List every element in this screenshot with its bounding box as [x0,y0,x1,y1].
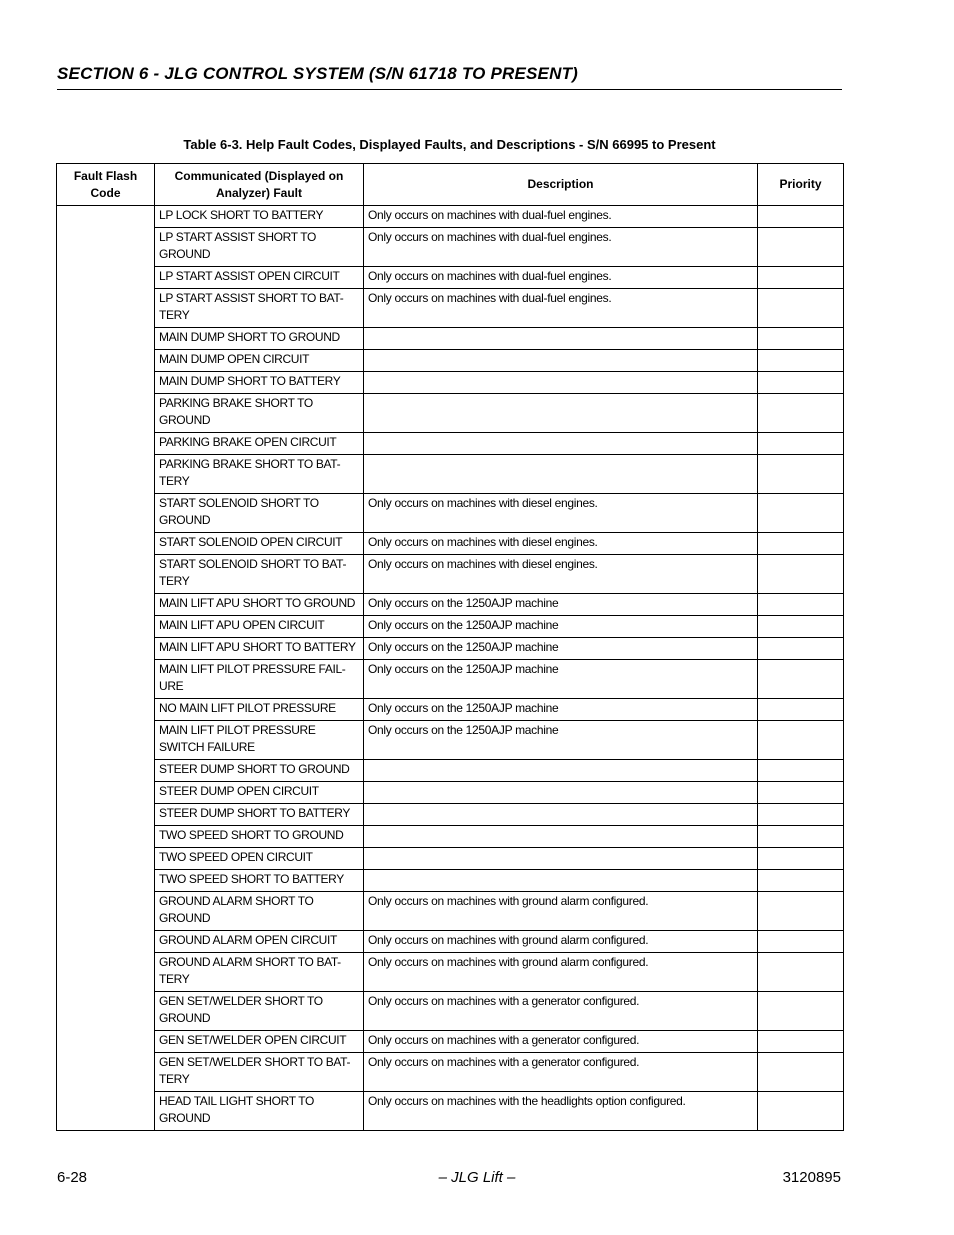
page-number: 6-28 [57,1169,88,1186]
priority-cell [758,1053,844,1092]
description-cell: Only occurs on the 1250AJP machine [364,721,758,760]
table-row [57,638,844,660]
description-cell: Only occurs on machines with dual-fuel engines. [364,289,758,328]
description-cell [364,433,758,455]
description-cell: Only occurs on machines with dual-fuel engines. [364,228,758,267]
description-cell [364,455,758,494]
priority-cell [758,892,844,931]
table-row [57,494,844,533]
fault-cell: GEN SET/WELDER SHORT TO GROUND [155,992,364,1031]
table-row [57,992,844,1031]
table-row [57,394,844,433]
fault-cell: START SOLENOID OPEN CIRCUIT [155,533,364,555]
fault-cell: TWO SPEED OPEN CIRCUIT [155,848,364,870]
table-row [57,594,844,616]
description-cell: Only occurs on the 1250AJP machine [364,616,758,638]
priority-cell [758,992,844,1031]
priority-cell [758,206,844,228]
footer-brand: – JLG Lift – [438,1169,516,1186]
description-cell [364,760,758,782]
description-cell: Only occurs on machines with a generator configured. [364,992,758,1031]
fault-cell: STEER DUMP SHORT TO GROUND [155,760,364,782]
fault-cell: GROUND ALARM SHORT TO BAT-TERY [155,953,364,992]
fault-cell: MAIN DUMP SHORT TO GROUND [155,328,364,350]
description-cell [364,328,758,350]
table-body [57,206,844,1131]
description-cell: Only occurs on machines with ground alarm configured. [364,931,758,953]
priority-cell [758,555,844,594]
table-caption: Table 6-3. Help Fault Codes, Displayed Faults, and Descriptions - S/N 66995 to Present [183,137,716,152]
priority-cell [758,494,844,533]
priority-cell [758,638,844,660]
description-cell: Only occurs on the 1250AJP machine [364,594,758,616]
priority-cell [758,533,844,555]
fault-cell: MAIN LIFT APU SHORT TO BATTERY [155,638,364,660]
table-row [57,699,844,721]
table-header-row [57,164,844,206]
description-cell [364,782,758,804]
priority-cell [758,804,844,826]
description-cell: Only occurs on the 1250AJP machine [364,699,758,721]
col-header-fault: Communicated (Displayed on Analyzer) Fault [155,164,364,206]
table-row [57,289,844,328]
description-cell [364,394,758,433]
fault-cell: LP START ASSIST OPEN CIRCUIT [155,267,364,289]
priority-cell [758,350,844,372]
priority-cell [758,721,844,760]
table-row [57,433,844,455]
description-cell: Only occurs on machines with dual-fuel engines. [364,206,758,228]
description-cell [364,372,758,394]
description-cell: Only occurs on machines with a generator configured. [364,1031,758,1053]
col-header-description: Description [364,164,758,206]
priority-cell [758,1092,844,1131]
description-cell [364,848,758,870]
table-row [57,721,844,760]
table-row [57,616,844,638]
fault-cell: PARKING BRAKE SHORT TO BAT-TERY [155,455,364,494]
table-row [57,760,844,782]
fault-cell: STEER DUMP SHORT TO BATTERY [155,804,364,826]
table-row [57,848,844,870]
fault-cell: GROUND ALARM SHORT TO GROUND [155,892,364,931]
description-cell: Only occurs on machines with diesel engines. [364,555,758,594]
priority-cell [758,826,844,848]
fault-cell: PARKING BRAKE OPEN CIRCUIT [155,433,364,455]
document-number: 3120895 [782,1169,841,1186]
fault-cell: MAIN LIFT APU OPEN CIRCUIT [155,616,364,638]
description-cell: Only occurs on machines with diesel engines. [364,533,758,555]
priority-cell [758,433,844,455]
fault-cell: LP LOCK SHORT TO BATTERY [155,206,364,228]
table-row [57,782,844,804]
fault-cell: START SOLENOID SHORT TO BAT-TERY [155,555,364,594]
priority-cell [758,931,844,953]
fault-cell: LP START ASSIST SHORT TO BAT-TERY [155,289,364,328]
fault-code-table [56,163,844,1131]
table-row [57,931,844,953]
description-cell: Only occurs on machines with diesel engines. [364,494,758,533]
section-title: SECTION 6 - JLG CONTROL SYSTEM (S/N 61718 TO PRESENT) [57,64,579,83]
description-cell [364,826,758,848]
description-cell: Only occurs on machines with dual-fuel engines. [364,267,758,289]
description-cell: Only occurs on machines with ground alarm configured. [364,953,758,992]
fault-cell: GEN SET/WELDER OPEN CIRCUIT [155,1031,364,1053]
fault-cell: NO MAIN LIFT PILOT PRESSURE [155,699,364,721]
description-cell [364,804,758,826]
fault-cell: HEAD TAIL LIGHT SHORT TO GROUND [155,1092,364,1131]
table-row [57,804,844,826]
table-row [57,372,844,394]
fault-cell: LP START ASSIST SHORT TO GROUND [155,228,364,267]
fault-cell: STEER DUMP OPEN CIRCUIT [155,782,364,804]
table-row [57,660,844,699]
fault-cell: GEN SET/WELDER SHORT TO BAT-TERY [155,1053,364,1092]
description-cell: Only occurs on machines with a generator configured. [364,1053,758,1092]
table-row [57,953,844,992]
description-cell [364,350,758,372]
table-row [57,1031,844,1053]
description-cell: Only occurs on machines with ground alarm configured. [364,892,758,931]
description-cell [364,870,758,892]
priority-cell [758,228,844,267]
description-cell: Only occurs on machines with the headlights option configured. [364,1092,758,1131]
fault-cell: START SOLENOID SHORT TO GROUND [155,494,364,533]
fault-cell: TWO SPEED SHORT TO BATTERY [155,870,364,892]
table-row [57,455,844,494]
priority-cell [758,870,844,892]
table-row [57,826,844,848]
priority-cell [758,953,844,992]
fault-cell: MAIN LIFT PILOT PRESSURE SWITCH FAILURE [155,721,364,760]
fault-cell: MAIN LIFT APU SHORT TO GROUND [155,594,364,616]
col-header-priority: Priority [758,164,844,206]
table-row [57,533,844,555]
priority-cell [758,289,844,328]
fault-cell: TWO SPEED SHORT TO GROUND [155,826,364,848]
priority-cell [758,328,844,350]
fault-cell: GROUND ALARM OPEN CIRCUIT [155,931,364,953]
priority-cell [758,594,844,616]
table-row [57,1053,844,1092]
priority-cell [758,267,844,289]
fault-cell: PARKING BRAKE SHORT TO GROUND [155,394,364,433]
priority-cell [758,372,844,394]
description-cell: Only occurs on the 1250AJP machine [364,638,758,660]
table-row [57,870,844,892]
table-row [57,892,844,931]
table-row [57,267,844,289]
priority-cell [758,616,844,638]
priority-cell [758,1031,844,1053]
fault-cell: MAIN DUMP OPEN CIRCUIT [155,350,364,372]
priority-cell [758,455,844,494]
table-row [57,328,844,350]
priority-cell [758,848,844,870]
table-row [57,228,844,267]
header-divider [57,89,842,90]
priority-cell [758,782,844,804]
priority-cell [758,699,844,721]
table-row [57,555,844,594]
priority-cell [758,760,844,782]
priority-cell [758,660,844,699]
priority-cell [758,394,844,433]
col-header-flash-code: Fault Flash Code [57,164,155,206]
table-row [57,350,844,372]
flash-code-cell [57,206,155,1131]
table-row [57,1092,844,1131]
fault-cell: MAIN LIFT PILOT PRESSURE FAIL-URE [155,660,364,699]
description-cell: Only occurs on the 1250AJP machine [364,660,758,699]
table-row [57,206,844,228]
fault-cell: MAIN DUMP SHORT TO BATTERY [155,372,364,394]
